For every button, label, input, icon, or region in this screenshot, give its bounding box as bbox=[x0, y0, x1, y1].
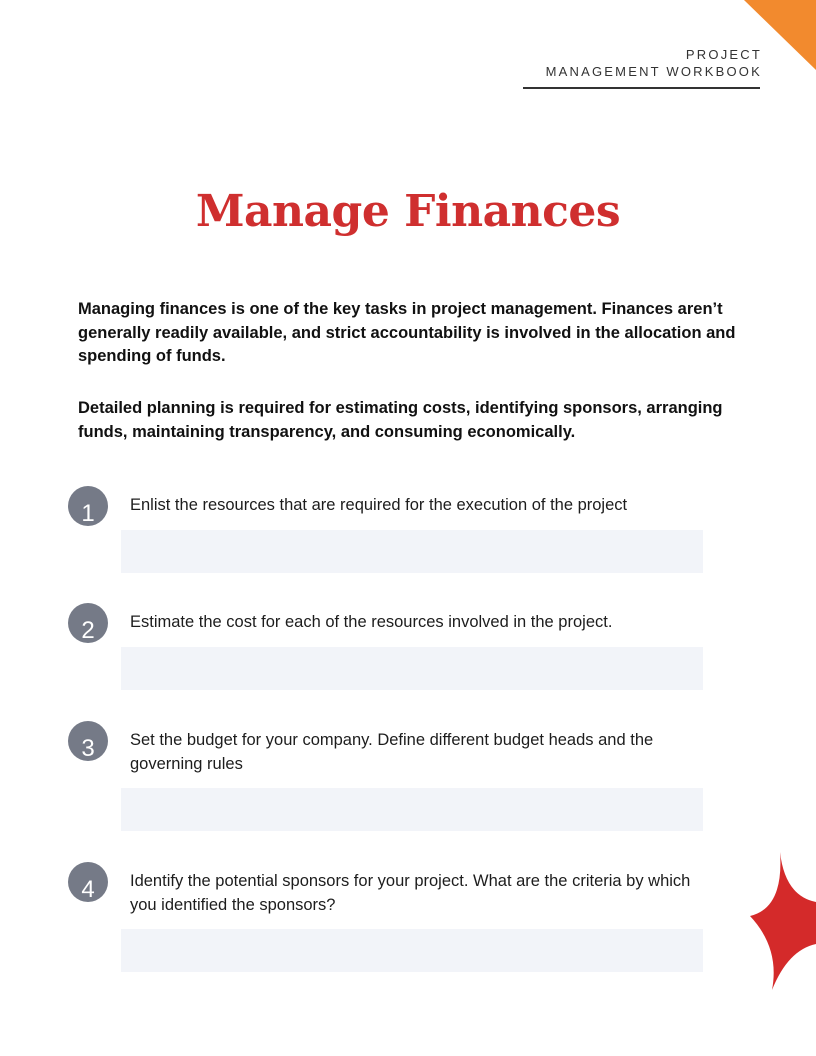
task-prompt: Set the budget for your company. Define different budget heads and the governing rules bbox=[130, 731, 654, 773]
workbook-header bbox=[546, 46, 762, 80]
task-prompt: Estimate the cost for each of the resources involved in the project. bbox=[130, 613, 613, 631]
header-line-2: MANAGEMENT WORKBOOK bbox=[545, 64, 762, 79]
answer-field-2[interactable] bbox=[121, 647, 703, 690]
task-number: 4 bbox=[81, 876, 95, 902]
task-prompt: Enlist the resources that are required for the execution of the project bbox=[130, 496, 628, 514]
task-number: 2 bbox=[81, 617, 95, 643]
header-divider bbox=[523, 87, 760, 89]
answer-field-4[interactable] bbox=[121, 929, 703, 972]
task-number: 1 bbox=[81, 500, 95, 526]
page-title: Manage Finances bbox=[195, 186, 621, 237]
answer-field-3[interactable] bbox=[121, 788, 703, 831]
answer-field-1[interactable] bbox=[121, 530, 703, 573]
task-number: 3 bbox=[81, 735, 95, 761]
intro-paragraph-2: Detailed planning is required for estimating costs, identifying sponsors, arranging funds, maintaining transparency, and consuming economically. bbox=[78, 399, 723, 441]
red-star-decoration bbox=[750, 852, 816, 990]
task-number-badge bbox=[68, 721, 108, 761]
task-number-badge bbox=[68, 486, 108, 526]
intro-paragraph-1: Managing finances is one of the key tasks in project management. Finances aren’t generally readily available, and strict accountability is involved in the allocation and spending of funds. bbox=[78, 300, 736, 365]
header-line-1: PROJECT bbox=[685, 47, 762, 62]
task-number-badge bbox=[68, 862, 108, 902]
task-number-badge bbox=[68, 603, 108, 643]
task-prompt: Identify the potential sponsors for your project. What are the criteria by which you identified the sponsors? bbox=[130, 872, 691, 914]
